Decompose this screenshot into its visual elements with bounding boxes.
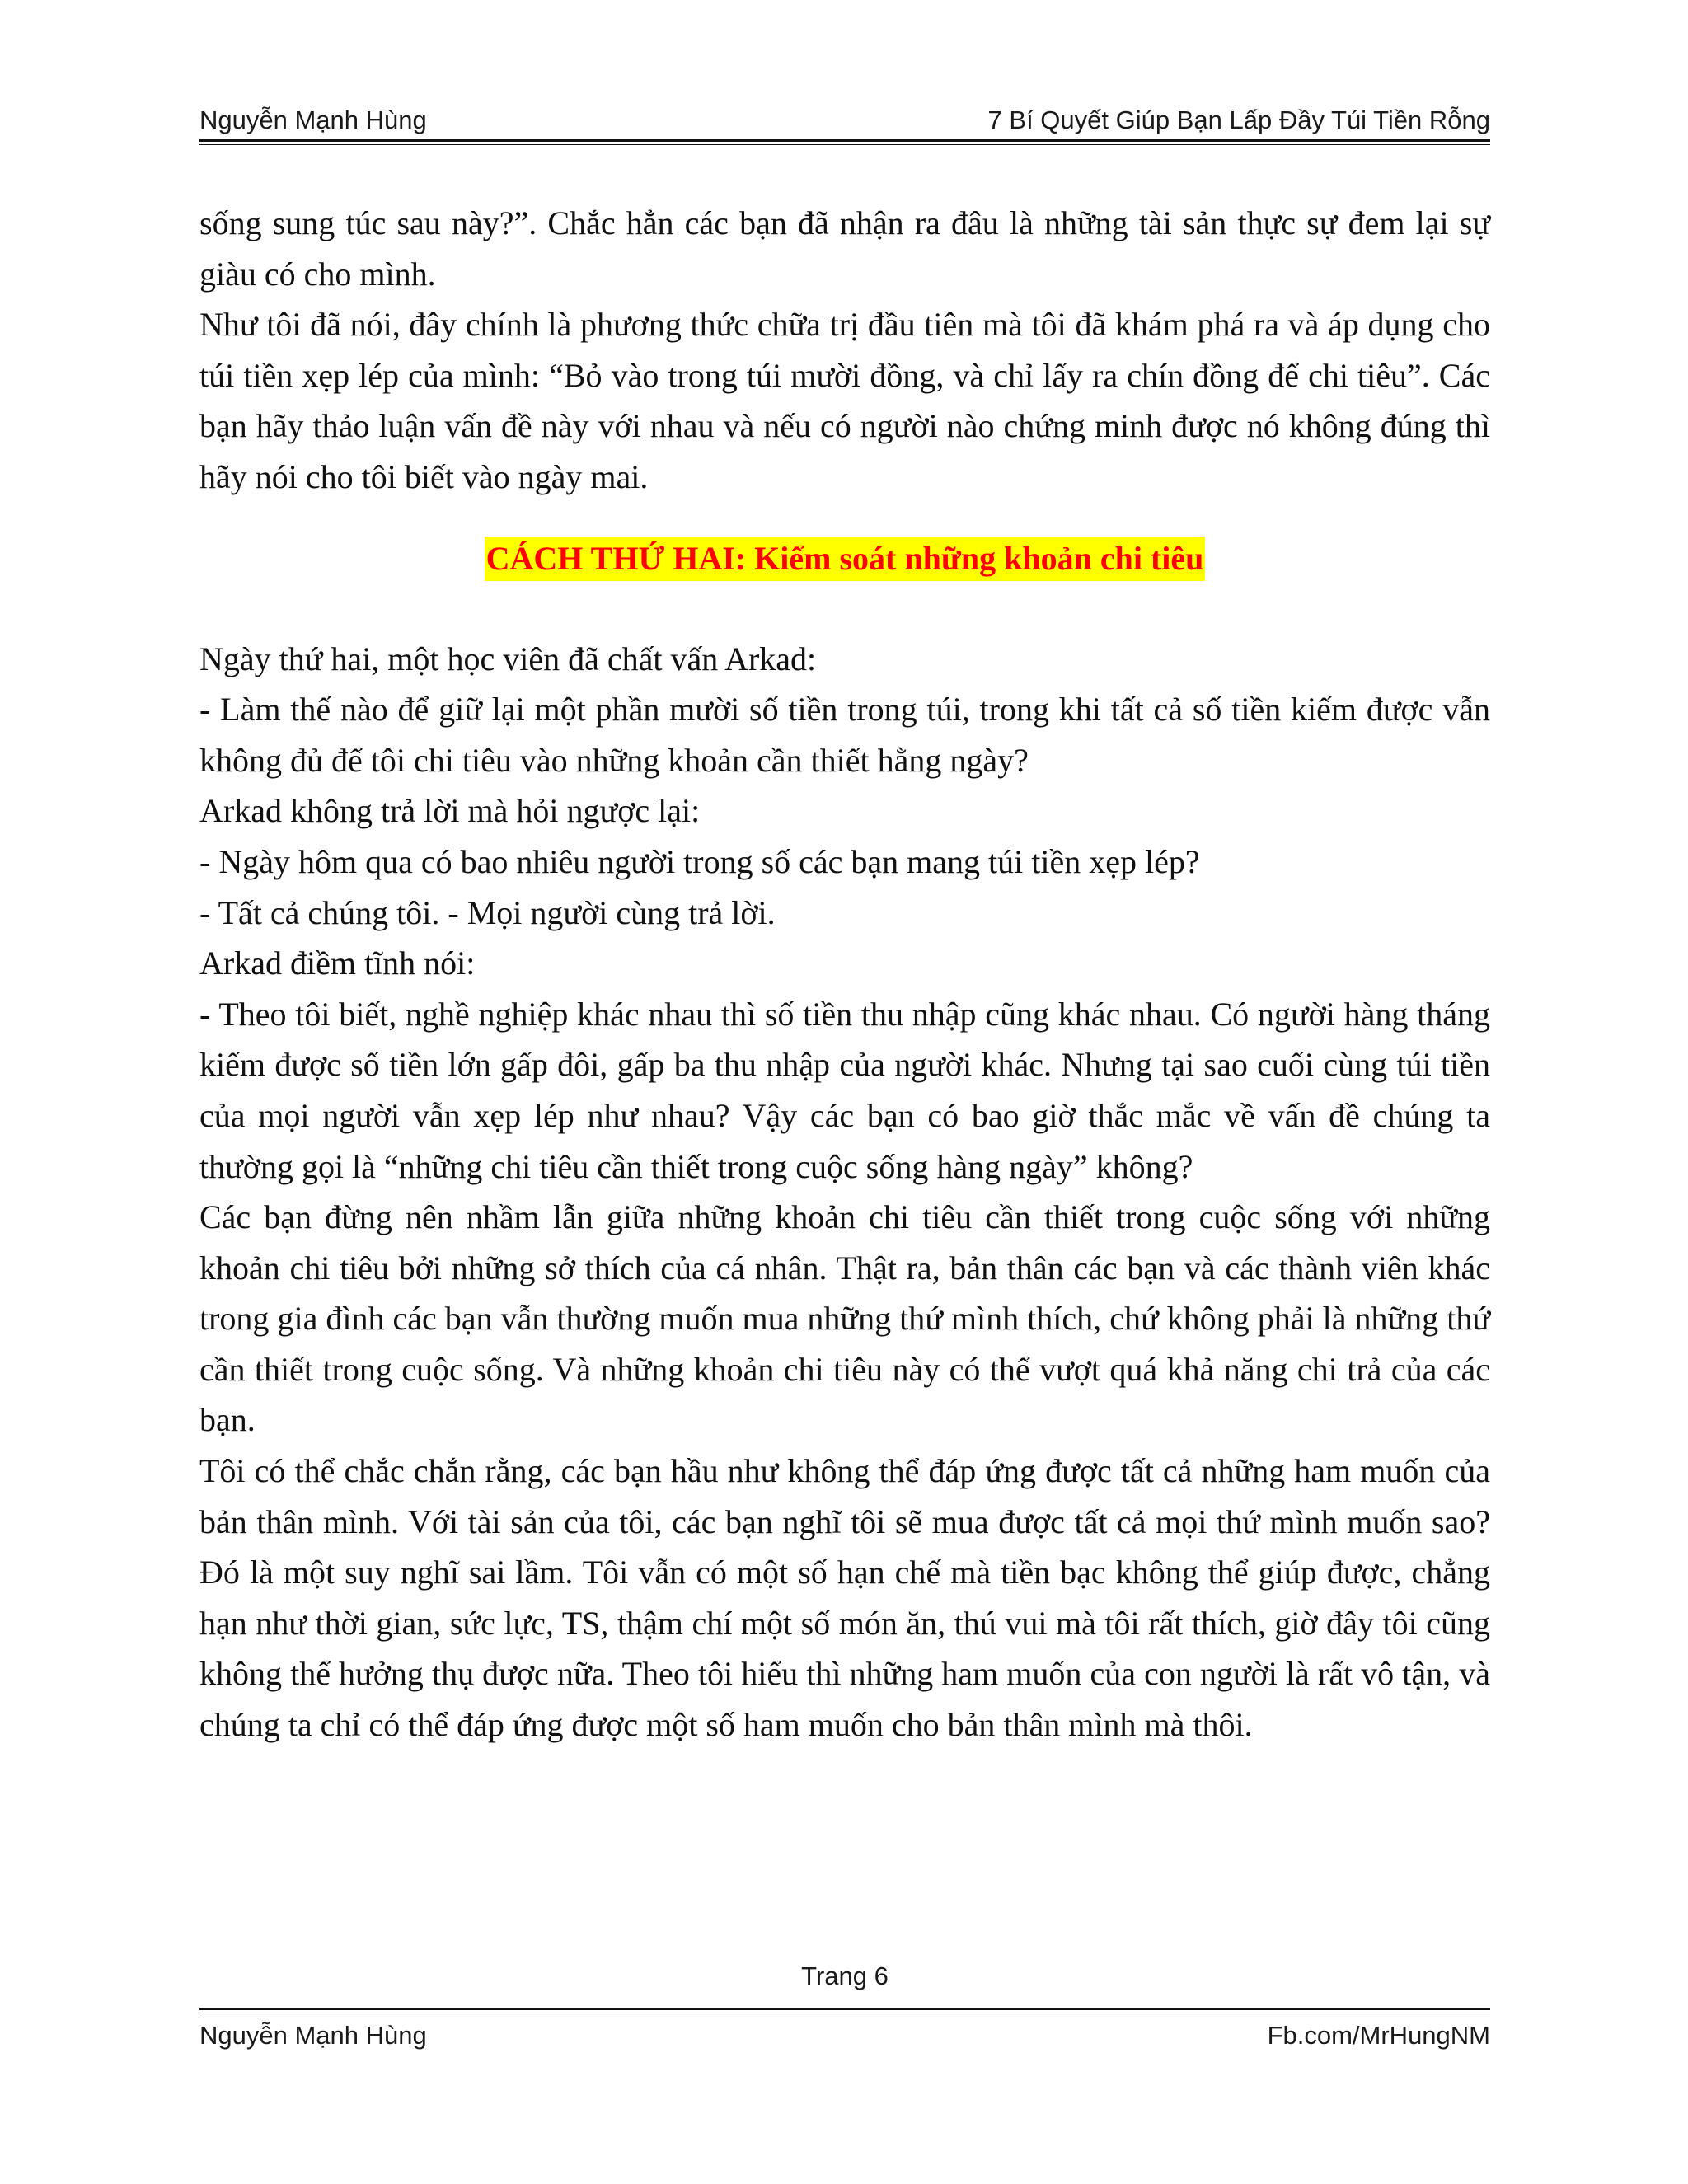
page-body: [199, 198, 1490, 1750]
paragraph: - Theo tôi biết, nghề nghiệp khác nhau thì số tiền thu nhập cũng khác nhau. Có người hàng tháng kiếm được số tiền lớn gấp đôi, gấp ba thu nhập của người khác. Nhưng tại sao cuối cùng túi tiền của mọi người vẫn xẹp lép như nhau? Vậy các bạn có bao giờ thắc mắc về vấn đề chúng ta thường gọi là “những chi tiêu cần thiết trong cuộc sống hàng ngày” không?: [199, 995, 1490, 1185]
page-number: Trang 6: [801, 1961, 889, 1990]
footer-author: Nguyễn Mạnh Hùng: [199, 2021, 427, 2050]
footer-link: Fb.com/MrHungNM: [1267, 2021, 1490, 2050]
paragraph: Tôi có thể chắc chắn rằng, các bạn hầu như không thể đáp ứng được tất cả những ham muốn của bản thân mình. Với tài sản của tôi, các bạn nghĩ tôi sẽ mua được tất cả mọi thứ mình muốn sao? Đó là một suy nghĩ sai lầm. Tôi vẫn có một số hạn chế mà tiền bạc không thể giúp được, chẳng hạn như thời gian, sức lực, TS, thậm chí một số món ăn, thú vui mà tôi rất thích, giờ đây tôi cũng không thể hưởng thụ được nữa. Theo tôi hiểu thì những ham muốn của con người là rất vô tận, và chúng ta chỉ có thể đáp ứng được một số ham muốn cho bản thân mình mà thôi.: [199, 1452, 1490, 1744]
paragraph: - Làm thế nào để giữ lại một phần mười số tiền trong túi, trong khi tất cả số tiền kiếm được vẫn không đủ để tôi chi tiêu vào những khoản cần thiết hằng ngày?: [199, 691, 1490, 779]
page-header: [199, 99, 1490, 138]
page-footer: [199, 2019, 1490, 2059]
header-divider: [199, 139, 1490, 145]
header-author: Nguyễn Mạnh Hùng: [199, 105, 427, 134]
paragraph: Arkad điềm tĩnh nói:: [199, 944, 476, 982]
paragraph: sống sung túc sau này?”. Chắc hẳn các bạn đã nhận ra đâu là những tài sản thực sự đem lại sự giàu có cho mình.: [199, 204, 1490, 293]
paragraph: Ngày thứ hai, một học viên đã chất vấn Arkad:: [199, 640, 817, 677]
footer-divider: [199, 2008, 1490, 2013]
paragraph: - Tất cả chúng tôi. - Mọi người cùng trả lời.: [199, 893, 776, 931]
paragraph: - Ngày hôm qua có bao nhiêu người trong số các bạn mang túi tiền xẹp lép?: [199, 842, 1200, 880]
paragraph: Arkad không trả lời mà hỏi ngược lại:: [199, 792, 701, 830]
section-heading-wrapper: [199, 533, 1490, 583]
section-heading: CÁCH THỨ HAI: Kiểm soát những khoản chi tiêu: [485, 537, 1206, 581]
header-book-title: 7 Bí Quyết Giúp Bạn Lấp Đầy Túi Tiền Rỗng: [987, 105, 1490, 134]
paragraph: Như tôi đã nói, đây chính là phương thức chữa trị đầu tiên mà tôi đã khám phá ra và áp dụng cho túi tiền xẹp lép của mình: “Bỏ vào trong túi mười đồng, và chỉ lấy ra chín đồng để chi tiêu”. Các bạn hãy thảo luận vấn đề này với nhau và nếu có người nào chứng minh được nó không đúng thì hãy nói cho tôi biết vào ngày mai.: [199, 306, 1490, 495]
paragraph: Các bạn đừng nên nhầm lẫn giữa những khoản chi tiêu cần thiết trong cuộc sống với những khoản chi tiêu bởi những sở thích của cá nhân. Thật ra, bản thân các bạn và các thành viên khác trong gia đình các bạn vẫn thường muốn mua những thứ mình thích, chứ không phải là những thứ cần thiết trong cuộc sống. Và những khoản chi tiêu này có thể vượt quá khả năng chi trả của các bạn.: [199, 1198, 1490, 1439]
